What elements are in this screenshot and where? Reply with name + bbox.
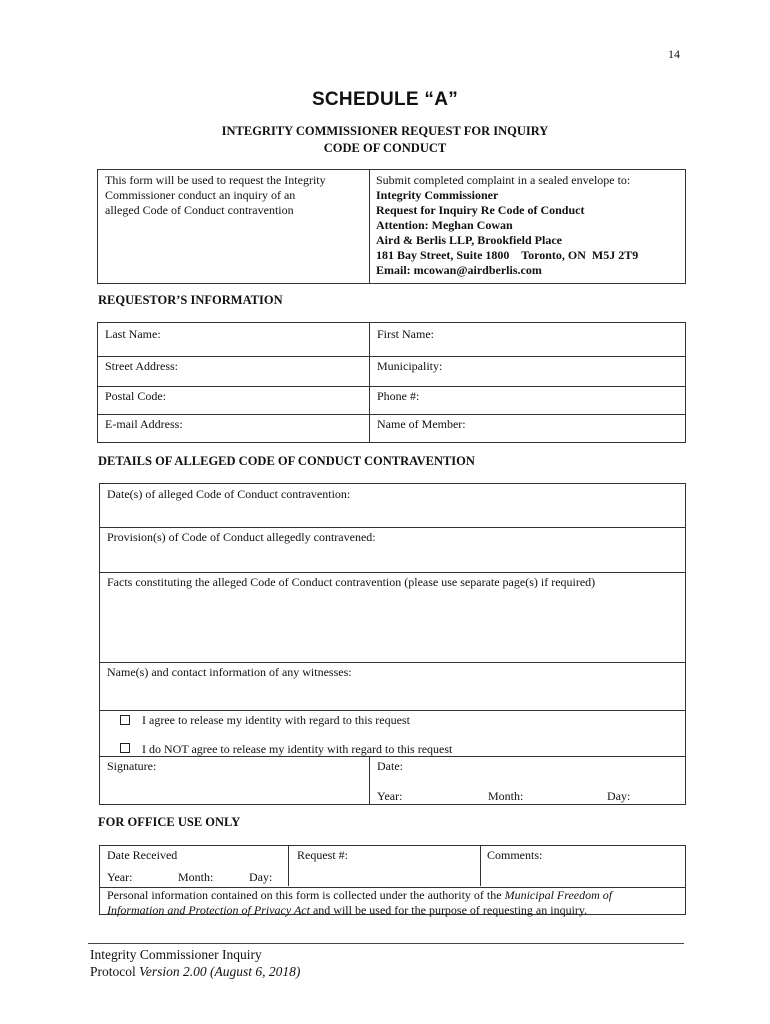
submit-instructions: Submit completed complaint in a sealed envelope to: [376,173,631,187]
date-received-label: Date Received [107,848,178,862]
postal-code-field[interactable]: Postal Code: [105,389,167,403]
page-number: 14 [668,47,680,61]
requestor-table [97,322,686,443]
footer-divider [88,943,684,944]
phone-field[interactable]: Phone #: [377,389,420,403]
facts-field[interactable]: Facts constituting the alleged Code of Conduct contravention (please use separate page(s) if required) [107,575,596,589]
privacy-notice-line2: Information and Protection of Privacy Act and will be used for the purpose of requesting an inquiry. [107,903,588,917]
form-subtitle: INTEGRITY COMMISSIONER REQUEST FOR INQUIRY [221,124,549,138]
year-field[interactable]: Year: [377,789,403,803]
disagree-label: I do NOT agree to release my identity with regard to this request [142,742,453,756]
details-table [99,483,686,805]
first-name-field[interactable]: First Name: [377,327,434,341]
agree-label: I agree to release my identity with regard to this request [142,713,410,727]
day-field[interactable]: Day: [607,789,631,803]
provisions-field[interactable]: Provision(s) of Code of Conduct allegedly contravened: [107,530,376,544]
comments-field[interactable]: Comments: [487,848,543,862]
privacy-notice-line1: Personal information contained on this form is collected under the authority of the Municipal Freedom of [107,888,613,902]
requestor-heading: REQUESTOR’S INFORMATION [98,293,283,307]
office-use-heading: FOR OFFICE USE ONLY [98,815,241,829]
privacy-act-name: Municipal Freedom of [504,888,613,902]
address-line: Attention: Meghan Cowan [376,218,513,232]
month-field[interactable]: Month: [488,789,524,803]
version-text: Version 2.00 (August 6, 2018) [139,964,301,979]
intro-left-line: alleged Code of Conduct contravention [105,203,294,217]
last-name-field[interactable]: Last Name: [105,327,161,341]
agree-checkbox[interactable] [120,715,130,725]
street-address-field[interactable]: Street Address: [105,359,178,373]
address-line: Aird & Berlis LLP, Brookfield Place [376,233,562,247]
office-month-field[interactable]: Month: [178,870,214,884]
member-name-field[interactable]: Name of Member: [377,417,466,431]
page-title: SCHEDULE “A” [311,89,459,110]
office-year-field[interactable]: Year: [107,870,133,884]
signature-field[interactable]: Signature: [107,759,157,773]
form-subtitle-code: CODE OF CONDUCT [323,141,447,155]
address-line: Request for Inquiry Re Code of Conduct [376,203,585,217]
privacy-act-name-cont: Information and Protection of Privacy Act [107,903,310,917]
email-field[interactable]: E-mail Address: [105,417,183,431]
disagree-checkbox[interactable] [120,743,130,753]
intro-box [97,169,686,284]
office-day-field[interactable]: Day: [249,870,273,884]
intro-left-line: Commissioner conduct an inquiry of an [105,188,296,202]
email-line: Email: mcowan@airdberlis.com [376,263,542,277]
footer-version: Protocol Version 2.00 (August 6, 2018) [90,964,301,979]
address-line: 181 Bay Street, Suite 1800 Toronto, ON M5J 2T9 [376,248,639,262]
details-heading: DETAILS OF ALLEGED CODE OF CONDUCT CONTRAVENTION [98,454,475,468]
request-number-field[interactable]: Request #: [297,848,348,862]
municipality-field[interactable]: Municipality: [377,359,443,373]
office-use-table [99,845,686,915]
witnesses-field[interactable]: Name(s) and contact information of any witnesses: [107,665,352,679]
footer-title: Integrity Commissioner Inquiry [90,947,262,962]
address-line: Integrity Commissioner [376,188,499,202]
date-label: Date: [377,759,403,773]
intro-left-line: This form will be used to request the Integrity [105,173,326,187]
contravention-dates-field[interactable]: Date(s) of alleged Code of Conduct contravention: [107,487,351,501]
